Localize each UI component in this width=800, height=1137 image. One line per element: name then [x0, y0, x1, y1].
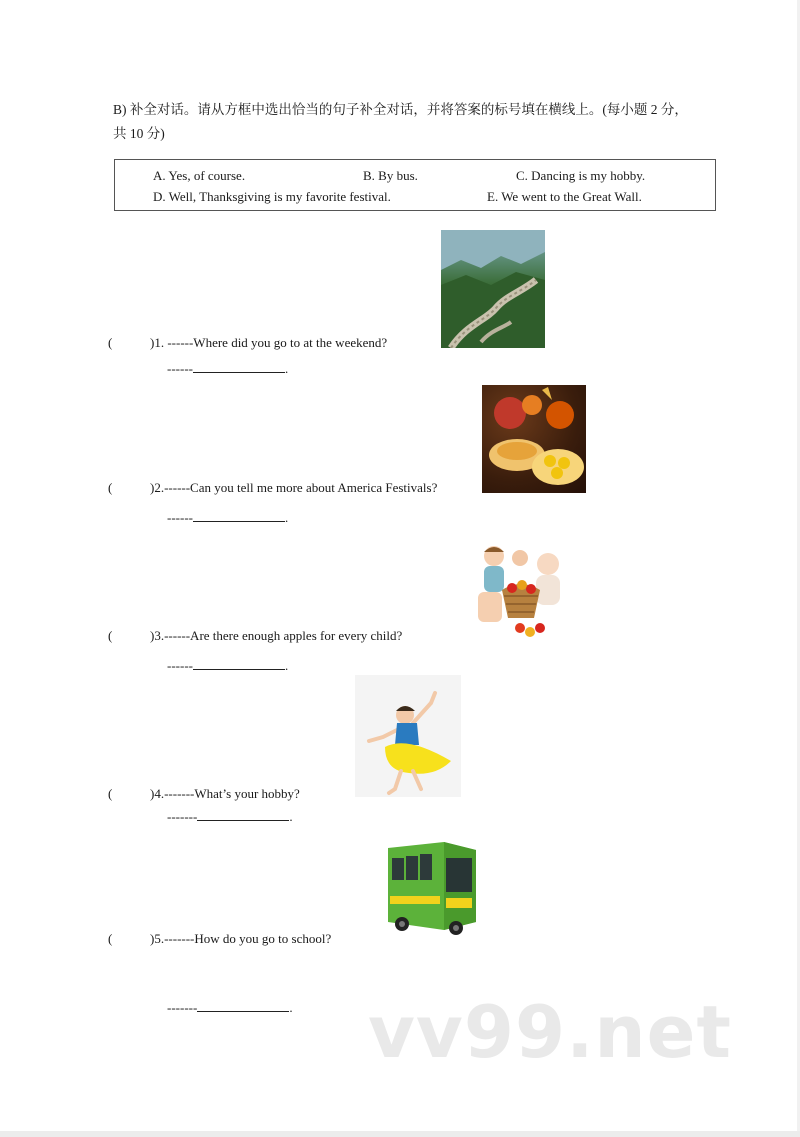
- choice-box: [114, 159, 716, 211]
- question-2: [108, 480, 437, 496]
- answer-line-4: [167, 808, 293, 825]
- green-bus-image: [384, 838, 480, 936]
- question-text: )4.-------What’s your hobby?: [150, 786, 300, 801]
- question-4: [108, 786, 300, 802]
- question-1: [108, 335, 387, 351]
- answer-blank[interactable]: [197, 999, 289, 1012]
- answer-end: .: [284, 658, 289, 673]
- question-text: )5.-------How do you go to school?: [150, 931, 332, 946]
- answer-paren[interactable]: (: [108, 786, 113, 801]
- answer-blank[interactable]: [193, 360, 285, 373]
- answer-blank[interactable]: [193, 509, 285, 522]
- choice-d: D. Well, Thanksgiving is my favorite festival.: [153, 189, 391, 204]
- answer-end: .: [284, 510, 289, 525]
- answer-end: .: [284, 361, 289, 376]
- answer-paren[interactable]: (: [108, 480, 113, 495]
- answer-paren[interactable]: (: [108, 931, 113, 946]
- question-3: [108, 628, 402, 644]
- question-text: )3.------Are there enough apples for every child?: [150, 628, 403, 643]
- choice-b: B. By bus.: [363, 168, 418, 183]
- thanksgiving-food-image: [482, 385, 586, 493]
- answer-line-5: [167, 999, 293, 1016]
- section-title: B) 补全对话。请从方框中选出恰当的句子补全对话，并将答案的标号填在横线上。(每小题 2 分，共 10 分): [113, 102, 688, 141]
- answer-prefix: ------: [167, 510, 193, 525]
- answer-blank[interactable]: [197, 808, 289, 821]
- question-text: )2.------Can you tell me more about America Festivals?: [150, 480, 438, 495]
- question-text: )1. ------Where did you go to at the weekend?: [150, 335, 388, 350]
- answer-line-2: [167, 509, 288, 526]
- answer-prefix: -------: [167, 1000, 198, 1015]
- choice-e: E. We went to the Great Wall.: [487, 189, 642, 204]
- answer-paren[interactable]: (: [108, 335, 113, 350]
- dancing-girl-image: [355, 675, 461, 797]
- great-wall-image: [441, 230, 545, 348]
- watermark: vv99.net: [368, 990, 732, 1074]
- answer-blank[interactable]: [193, 657, 285, 670]
- answer-prefix: ------: [167, 361, 193, 376]
- page-bottom-edge: [0, 1131, 800, 1137]
- choice-a: A. Yes, of course.: [153, 168, 246, 183]
- answer-prefix: ------: [167, 658, 193, 673]
- choice-c: C. Dancing is my hobby.: [516, 168, 646, 183]
- answer-line-3: [167, 657, 288, 674]
- answer-end: .: [289, 809, 293, 824]
- answer-paren[interactable]: (: [108, 628, 113, 643]
- question-5: [108, 931, 331, 947]
- answer-end: .: [289, 1000, 293, 1015]
- answer-line-1: [167, 360, 288, 377]
- answer-prefix: -------: [167, 809, 198, 824]
- children-apples-image: [474, 538, 568, 642]
